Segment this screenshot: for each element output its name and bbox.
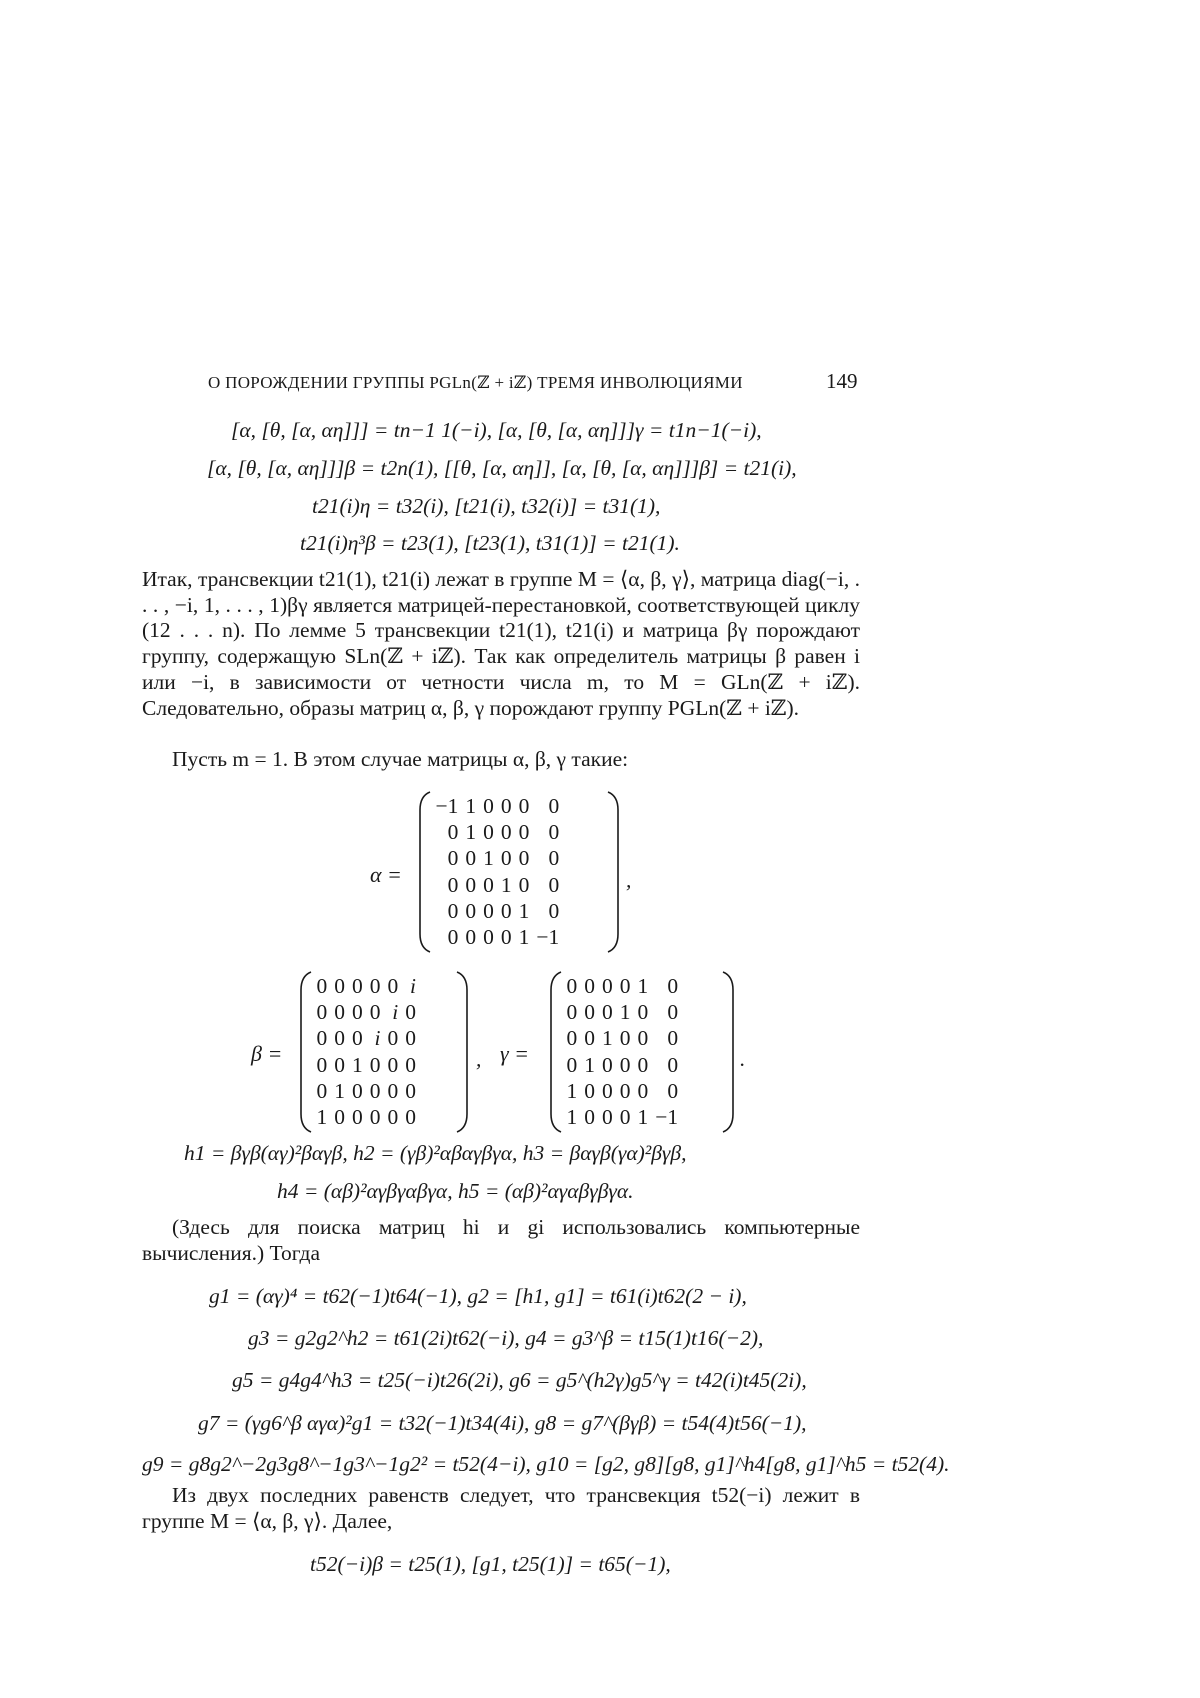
paragraph-conclusion bbox=[142, 567, 860, 721]
matrix-cell: 1 bbox=[334, 1078, 345, 1103]
matrix-cell: 1 bbox=[500, 872, 512, 897]
equation-last: t52(−i)β = t25(1), [g1, t25(1)] = t65(−1), bbox=[310, 1552, 671, 1576]
matrix-row bbox=[432, 819, 563, 845]
matrix-beta-grid bbox=[313, 973, 420, 1130]
matrix-cell: 0 bbox=[405, 1052, 416, 1077]
matrix-beta-label: β = bbox=[251, 1041, 283, 1066]
matrix-cell: 0 bbox=[619, 1052, 631, 1077]
equation-g-line-3: g5 = g4g4^h3 = t25(−i)t26(2i), g6 = g5^(h2γ)g5^γ = t42(i)t45(2i), bbox=[232, 1368, 807, 1392]
matrix-cell: 0 bbox=[566, 974, 578, 998]
matrix-cell: 1 bbox=[602, 1026, 613, 1051]
matrix-alpha bbox=[418, 790, 620, 954]
matrix-row bbox=[432, 924, 563, 950]
matrix-cell: 0 bbox=[584, 974, 595, 998]
matrix-cell: 0 bbox=[483, 872, 494, 897]
matrix-cell: 1 bbox=[465, 794, 477, 818]
matrix-cell: 1 bbox=[483, 846, 494, 871]
equation-line-2: [α, [θ, [α, αη]]]β = t2n(1), [[θ, [α, αη]], [α, [θ, [α, αη]]]β] = t21(i), bbox=[207, 456, 797, 480]
matrix-beta-comma: , bbox=[476, 1047, 482, 1071]
matrix-cell: 1 bbox=[637, 1105, 649, 1130]
matrix-cell: 0 bbox=[387, 1026, 399, 1051]
matrix-cell: i bbox=[410, 974, 416, 998]
matrix-cell: 0 bbox=[369, 1078, 381, 1103]
matrix-cell: 0 bbox=[602, 1000, 613, 1025]
paragraph-case-m1 bbox=[142, 747, 860, 773]
matrix-cell: 0 bbox=[548, 872, 560, 897]
matrix-cell: i bbox=[392, 1000, 399, 1025]
matrix-row bbox=[313, 1078, 420, 1104]
matrix-cell: 0 bbox=[369, 1052, 381, 1077]
matrix-cell: 0 bbox=[602, 1078, 613, 1103]
matrix-cell: 0 bbox=[483, 925, 494, 950]
matrix-cell: −1 bbox=[655, 1105, 679, 1130]
matrix-cell: 0 bbox=[500, 925, 512, 950]
matrix-cell: 0 bbox=[602, 1052, 613, 1077]
matrix-cell: 0 bbox=[667, 1000, 679, 1025]
matrix-cell: 0 bbox=[566, 1026, 578, 1051]
matrix-cell: 0 bbox=[483, 794, 494, 818]
matrix-cell: 0 bbox=[334, 1052, 345, 1077]
matrix-cell: 0 bbox=[352, 1078, 363, 1103]
matrix-cell: 0 bbox=[316, 1078, 328, 1103]
matrix-cell: 0 bbox=[566, 1000, 578, 1025]
matrix-alpha-label: α = bbox=[370, 862, 402, 887]
matrix-cell: 0 bbox=[518, 872, 530, 897]
matrix-cell: 1 bbox=[619, 1000, 631, 1025]
matrix-cell: 0 bbox=[667, 1026, 679, 1051]
matrix-cell: 0 bbox=[334, 1026, 345, 1051]
matrix-cell: 0 bbox=[352, 1000, 363, 1025]
matrix-cell: 0 bbox=[584, 1105, 595, 1130]
matrix-gamma-label: γ = bbox=[500, 1041, 530, 1066]
matrix-cell: 1 bbox=[316, 1105, 328, 1130]
matrix-cell: 0 bbox=[667, 974, 679, 998]
matrix-cell: 0 bbox=[637, 1052, 649, 1077]
matrix-cell: 0 bbox=[447, 898, 459, 923]
matrix-cell: 0 bbox=[637, 1000, 649, 1025]
matrix-cell: 0 bbox=[447, 925, 459, 950]
matrix-cell: 0 bbox=[387, 974, 399, 998]
equation-g-line-2: g3 = g2g2^h2 = t61(2i)t62(−i), g4 = g3^β = t15(1)t16(−2), bbox=[248, 1326, 764, 1350]
matrix-row bbox=[313, 973, 420, 999]
matrix-cell: 0 bbox=[667, 1052, 679, 1077]
equation-g-line-4: g7 = (γg6^β αγα)²g1 = t32(−1)t34(4i), g8 = g7^(βγβ) = t54(4)t56(−1), bbox=[198, 1411, 807, 1435]
matrix-cell: 0 bbox=[518, 820, 530, 845]
equation-line-3: t21(i)η = t32(i), [t21(i), t32(i)] = t31(1), bbox=[312, 494, 661, 518]
matrix-cell: 1 bbox=[566, 1078, 578, 1103]
matrix-cell: 0 bbox=[602, 1105, 613, 1130]
left-bracket-icon bbox=[299, 970, 313, 1134]
matrix-cell: 0 bbox=[369, 974, 381, 998]
equation-h-line-1: h1 = βγβ(αγ)²βαγβ, h2 = (γβ)²αβαγβγα, h3 = βαγβ(γα)²βγβ, bbox=[184, 1141, 687, 1165]
matrix-cell: 0 bbox=[316, 1026, 328, 1051]
matrix-alpha-grid bbox=[432, 793, 563, 950]
matrix-cell: 1 bbox=[352, 1052, 363, 1077]
matrix-cell: 1 bbox=[518, 898, 530, 923]
equation-line-1: [α, [θ, [α, αη]]] = tn−1 1(−i), [α, [θ, [α, αη]]]γ = t1n−1(−i), bbox=[231, 418, 762, 442]
matrix-cell: 0 bbox=[316, 974, 328, 998]
matrix-cell: 0 bbox=[352, 1026, 363, 1051]
matrix-row bbox=[563, 1104, 682, 1130]
matrix-cell: 0 bbox=[548, 846, 560, 871]
matrix-row bbox=[313, 1025, 420, 1051]
matrix-cell: −1 bbox=[435, 794, 459, 818]
equation-line-4: t21(i)η³β = t23(1), [t23(1), t31(1)] = t21(1). bbox=[300, 531, 680, 555]
matrix-cell: 1 bbox=[465, 820, 477, 845]
matrix-cell: 0 bbox=[387, 1078, 399, 1103]
matrix-cell: 0 bbox=[465, 846, 477, 871]
matrix-row bbox=[563, 1025, 682, 1051]
matrix-cell: 0 bbox=[387, 1052, 399, 1077]
paragraph-1-text: Итак, трансвекции t21(1), t21(i) лежат в группе M = ⟨α, β, γ⟩, матрица diag(−i, . . . , −i, 1, . . . , 1)βγ является матрицей-перестановкой, соответствующей циклу (12 . . . n). По лемме 5 трансвекции t21(1), t21(i) и матрица βγ порождают группу, содержащую SLn(ℤ + iℤ). Так как определитель матрицы β равен i или −i, в зависимости от четности числа m, то M = GLn(ℤ + iℤ). Следовательно, образы матриц α, β, γ порождают группу PGLn(ℤ + iℤ). bbox=[142, 567, 860, 720]
matrix-cell: 0 bbox=[334, 1000, 345, 1025]
matrix-row bbox=[313, 1052, 420, 1078]
matrix-cell: 0 bbox=[566, 1052, 578, 1077]
matrix-beta bbox=[299, 970, 469, 1134]
matrix-cell: 0 bbox=[548, 820, 560, 845]
matrix-cell: 0 bbox=[352, 1105, 363, 1130]
matrix-cell: 1 bbox=[566, 1105, 578, 1130]
matrix-cell: 0 bbox=[465, 898, 477, 923]
equation-g-line-5: g9 = g8g2^−2g3g8^−1g3^−1g2² = t52(4−i), g10 = [g2, g8][g8, g1]^h4[g8, g1]^h5 = t52(4). bbox=[142, 1452, 950, 1476]
matrix-cell: 0 bbox=[619, 1026, 631, 1051]
matrix-cell: 0 bbox=[602, 974, 613, 998]
matrix-cell: 0 bbox=[500, 820, 512, 845]
matrix-gamma bbox=[549, 970, 735, 1134]
matrix-cell: −1 bbox=[536, 925, 560, 950]
matrix-cell: 0 bbox=[405, 1000, 416, 1025]
matrix-cell: 0 bbox=[667, 1078, 679, 1103]
matrix-cell: 0 bbox=[518, 794, 530, 818]
matrix-cell: 0 bbox=[334, 974, 345, 998]
right-bracket-icon bbox=[606, 790, 620, 954]
matrix-cell: 0 bbox=[584, 1000, 595, 1025]
matrix-row bbox=[432, 872, 563, 898]
left-bracket-icon bbox=[549, 970, 563, 1134]
matrix-cell: 0 bbox=[619, 974, 631, 998]
matrix-cell: 0 bbox=[334, 1105, 345, 1130]
matrix-cell: 0 bbox=[548, 794, 560, 818]
matrix-cell: 0 bbox=[637, 1078, 649, 1103]
matrix-row bbox=[313, 1104, 420, 1130]
matrix-cell: 0 bbox=[369, 1000, 381, 1025]
matrix-row bbox=[432, 898, 563, 924]
equation-g-line-1: g1 = (αγ)⁴ = t62(−1)t64(−1), g2 = [h1, g1] = t61(i)t62(2 − i), bbox=[209, 1284, 747, 1308]
page-number: 149 bbox=[826, 369, 858, 393]
matrix-cell: 0 bbox=[619, 1105, 631, 1130]
matrix-cell: 0 bbox=[405, 1078, 416, 1103]
matrix-cell: 0 bbox=[352, 974, 363, 998]
running-title: О ПОРОЖДЕНИИ ГРУППЫ PGLn(ℤ + iℤ) ТРЕМЯ ИНВОЛЮЦИЯМИ bbox=[208, 373, 743, 392]
matrix-row bbox=[563, 973, 682, 999]
matrix-cell: 0 bbox=[584, 1078, 595, 1103]
matrix-cell: 0 bbox=[316, 1052, 328, 1077]
matrix-row bbox=[432, 793, 563, 819]
matrix-cell: 0 bbox=[447, 846, 459, 871]
matrix-cell: 0 bbox=[637, 1026, 649, 1051]
matrix-row bbox=[563, 999, 682, 1025]
matrix-cell: i bbox=[374, 1026, 381, 1051]
matrix-cell: 0 bbox=[405, 1105, 416, 1130]
matrix-cell: 0 bbox=[500, 794, 512, 818]
matrix-cell: 0 bbox=[316, 1000, 328, 1025]
paragraph-4-text: Из двух последних равенств следует, что трансвекция t52(−i) лежит в группе M = ⟨α, β, γ⟩. Далее, bbox=[142, 1483, 860, 1533]
matrix-cell: 0 bbox=[500, 846, 512, 871]
matrix-cell: 0 bbox=[500, 898, 512, 923]
matrix-cell: 1 bbox=[584, 1052, 595, 1077]
matrix-cell: 0 bbox=[369, 1105, 381, 1130]
paragraph-computation-note bbox=[142, 1215, 860, 1266]
matrix-cell: 0 bbox=[465, 925, 477, 950]
matrix-cell: 0 bbox=[584, 1026, 595, 1051]
matrix-row bbox=[313, 999, 420, 1025]
matrix-gamma-grid bbox=[563, 973, 682, 1130]
equation-h-line-2: h4 = (αβ)²αγβγαβγα, h5 = (αβ)²αγαβγβγα. bbox=[277, 1179, 634, 1203]
matrix-gamma-period: . bbox=[740, 1047, 746, 1071]
matrix-cell: 1 bbox=[637, 974, 649, 998]
matrix-row bbox=[563, 1078, 682, 1104]
matrix-cell: 0 bbox=[518, 846, 530, 871]
paragraph-further bbox=[142, 1483, 860, 1534]
matrix-cell: 0 bbox=[465, 872, 477, 897]
matrix-cell: 0 bbox=[483, 820, 494, 845]
right-bracket-icon bbox=[455, 970, 469, 1134]
matrix-cell: 0 bbox=[619, 1078, 631, 1103]
right-bracket-icon bbox=[721, 970, 735, 1134]
paragraph-2-text: Пусть m = 1. В этом случае матрицы α, β, γ такие: bbox=[172, 747, 629, 771]
matrix-cell: 1 bbox=[518, 925, 530, 950]
matrix-row bbox=[563, 1052, 682, 1078]
left-bracket-icon bbox=[418, 790, 432, 954]
matrix-cell: 0 bbox=[548, 898, 560, 923]
paragraph-3-text: (Здесь для поиска матриц hi и gi использовались компьютерные вычисления.) Тогда bbox=[142, 1215, 860, 1265]
matrix-cell: 0 bbox=[447, 872, 459, 897]
matrix-alpha-comma: , bbox=[626, 868, 632, 892]
matrix-cell: 0 bbox=[405, 1026, 416, 1051]
matrix-row bbox=[432, 845, 563, 871]
matrix-cell: 0 bbox=[387, 1105, 399, 1130]
matrix-cell: 0 bbox=[483, 898, 494, 923]
matrix-cell: 0 bbox=[447, 820, 459, 845]
